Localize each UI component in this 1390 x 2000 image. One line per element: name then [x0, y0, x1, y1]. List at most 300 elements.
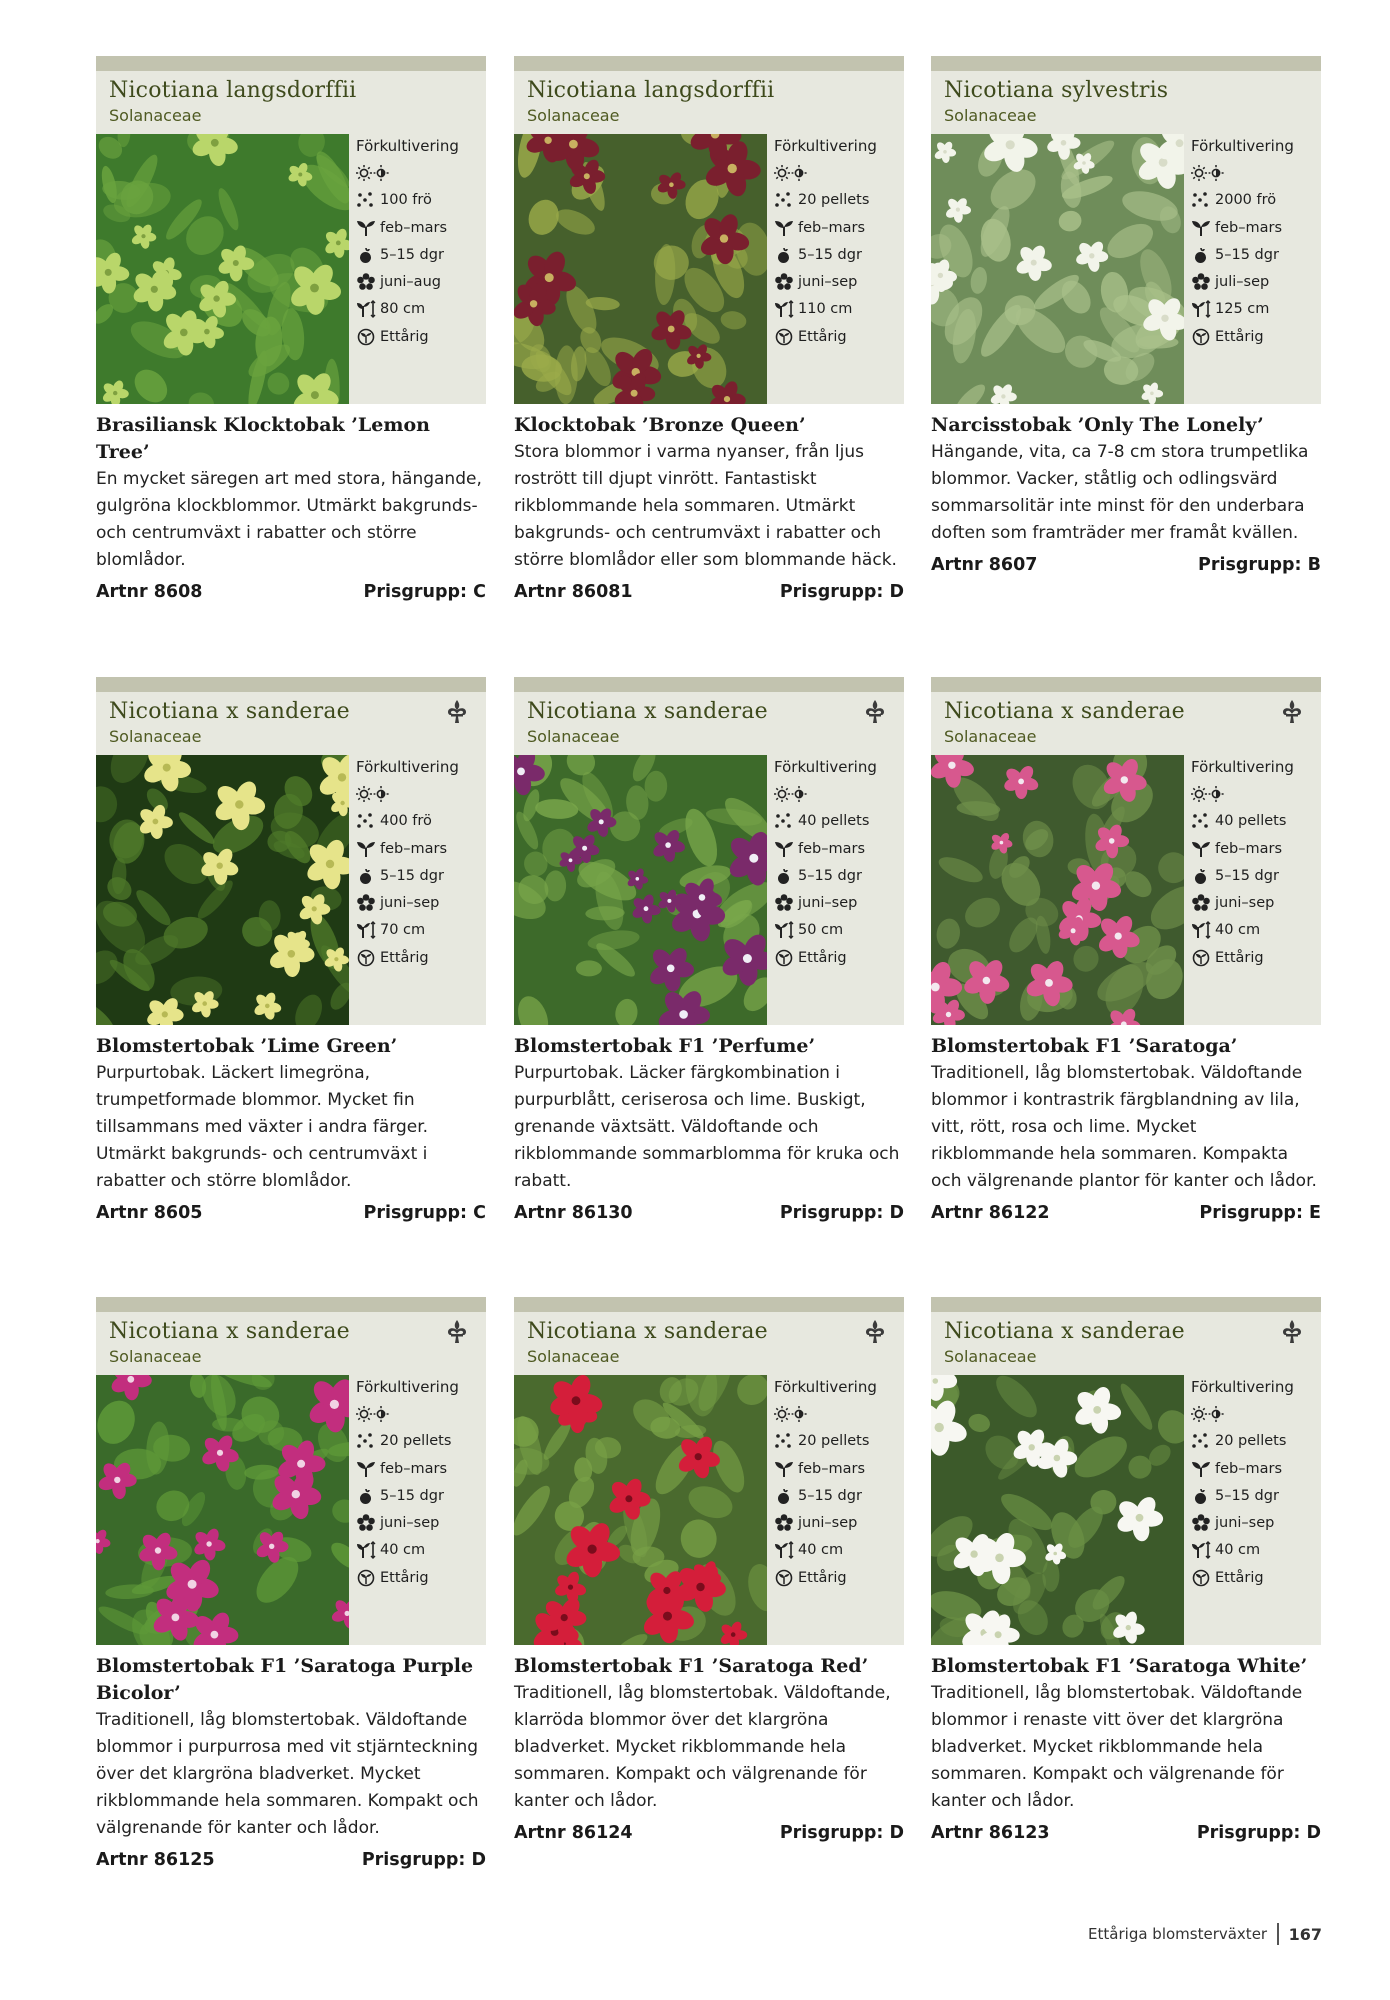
sprout-icon [1191, 219, 1211, 237]
fact-bloom [1191, 889, 1319, 916]
product-title: Blomstertobak ’Lime Green’ [96, 1035, 398, 1057]
germination-days: 5–15 dgr [380, 1487, 444, 1504]
seed-count: 400 frö [380, 813, 432, 830]
fact-preculture [774, 753, 902, 780]
header-bar [96, 677, 486, 692]
flower-icon [1191, 273, 1211, 291]
fact-bloom [1191, 1509, 1319, 1536]
fact-bloom [1191, 268, 1319, 295]
seed-count: 2000 frö [1215, 192, 1277, 209]
seed-count: 100 frö [380, 192, 432, 209]
fact-sowing [356, 1455, 484, 1482]
plant-photo [931, 134, 1184, 404]
germination-days: 5–15 dgr [798, 867, 862, 884]
fact-seeds [356, 808, 484, 835]
price-group: Prisgrupp: E [1199, 1203, 1321, 1223]
preculture-label: Förkultivering [356, 757, 459, 776]
article-number: Artnr 86124 [514, 1823, 633, 1843]
product-title: Blomstertobak F1 ’Saratoga’ [931, 1035, 1238, 1057]
seeds-icon [356, 812, 376, 830]
fact-bloom [774, 889, 902, 916]
product-card [514, 677, 904, 1223]
product-description: Traditionell, låg blomstertobak. Väldoftande blommor i kontrastrik färgblandning av lila, vitt, rött, rosa och lime. Mycket rikblommande hela sommaren. Kompakta och välgrenande plantor för kanter och lådor. [931, 1063, 1317, 1191]
preculture-label: Förkultivering [1191, 1377, 1294, 1396]
growing-facts [1191, 132, 1319, 350]
fact-preculture [774, 132, 902, 159]
fact-height [774, 917, 902, 944]
fact-lifecycle [1191, 323, 1319, 350]
seed-germination-icon [1191, 1487, 1211, 1505]
fact-sowing [774, 1455, 902, 1482]
fact-sowing [1191, 214, 1319, 241]
sun-halfshade-icon [1191, 164, 1225, 182]
plant-height-icon [356, 1541, 376, 1559]
fact-sowing [1191, 835, 1319, 862]
product-card [96, 1297, 486, 1870]
germination-days: 5–15 dgr [798, 1487, 862, 1504]
seed-count: 20 pellets [798, 1433, 870, 1450]
fact-preculture [1191, 132, 1319, 159]
page-number: 167 [1288, 1924, 1322, 1944]
seed-count: 20 pellets [798, 192, 870, 209]
fact-height [356, 296, 484, 323]
fleur-de-lis-icon [864, 699, 886, 725]
fact-sun [356, 780, 484, 807]
product-description: En mycket säregen art med stora, hängande, gulgröna klockblommor. Utmärkt bakgrunds- och centrumväxt i rabatter och större blomlådor. [96, 469, 482, 570]
plant-family: Solanaceae [527, 1347, 620, 1366]
product-meta [514, 582, 904, 602]
flower-icon [774, 273, 794, 291]
growing-facts [356, 132, 484, 350]
seed-count: 40 pellets [1215, 813, 1287, 830]
fact-germination [774, 241, 902, 268]
latin-name: Nicotiana sylvestris [944, 78, 1169, 103]
fact-preculture [356, 753, 484, 780]
fact-bloom [356, 1509, 484, 1536]
flower-icon [356, 273, 376, 291]
sowing-period: feb–mars [1215, 840, 1283, 857]
bloom-period: juni–sep [798, 895, 858, 912]
price-group: Prisgrupp: B [1198, 555, 1321, 575]
sun-halfshade-icon [356, 785, 390, 803]
product-card [514, 1297, 904, 1843]
seed-germination-icon [1191, 246, 1211, 264]
flower-icon [1191, 894, 1211, 912]
bloom-period: juni–sep [798, 274, 858, 291]
fleur-de-lis-icon [864, 1319, 886, 1345]
preculture-label: Förkultivering [356, 1377, 459, 1396]
life-cycle: Ettårig [1215, 1569, 1264, 1586]
fact-seeds [356, 1428, 484, 1455]
article-number: Artnr 86122 [931, 1203, 1050, 1223]
plant-height: 70 cm [380, 922, 426, 939]
germination-days: 5–15 dgr [1215, 1487, 1279, 1504]
fact-seeds [1191, 187, 1319, 214]
fact-height [1191, 917, 1319, 944]
fact-seeds [774, 187, 902, 214]
plant-photo [514, 755, 767, 1025]
fact-seeds [356, 187, 484, 214]
plant-photo [514, 134, 767, 404]
flower-icon [774, 1514, 794, 1532]
life-cycle: Ettårig [380, 328, 429, 345]
fact-preculture [1191, 1373, 1319, 1400]
fact-preculture [774, 1373, 902, 1400]
growing-facts [356, 753, 484, 971]
price-group: Prisgrupp: C [363, 582, 486, 602]
product-meta [96, 1203, 486, 1223]
sprout-icon [774, 840, 794, 858]
germination-days: 5–15 dgr [798, 246, 862, 263]
seed-germination-icon [356, 246, 376, 264]
growing-facts [774, 753, 902, 971]
fact-height [774, 296, 902, 323]
article-number: Artnr 8607 [931, 555, 1038, 575]
plant-photo [96, 134, 349, 404]
fact-bloom [356, 268, 484, 295]
section-name: Ettåriga blomsterväxter [1088, 1925, 1268, 1943]
latin-name: Nicotiana x sanderae [527, 699, 768, 724]
fact-sun [774, 1400, 902, 1427]
fact-bloom [774, 1509, 902, 1536]
price-group: Prisgrupp: D [779, 582, 904, 602]
plant-height-icon [774, 1541, 794, 1559]
fact-height [774, 1537, 902, 1564]
plant-height: 40 cm [798, 1542, 844, 1559]
fact-seeds [1191, 808, 1319, 835]
seeds-icon [1191, 812, 1211, 830]
fact-sun [774, 159, 902, 186]
fact-lifecycle [356, 323, 484, 350]
fact-seeds [774, 1428, 902, 1455]
header-bar [931, 56, 1321, 71]
germination-days: 5–15 dgr [380, 867, 444, 884]
product-description: Traditionell, låg blomstertobak. Väldoftande blommor i renaste vitt över det klargröna bladverket. Mycket rikblommande hela sommaren. Kompakt och välgrenande för kanter och lådor. [931, 1683, 1303, 1811]
price-group: Prisgrupp: D [779, 1823, 904, 1843]
price-group: Prisgrupp: D [779, 1203, 904, 1223]
fact-lifecycle [1191, 1564, 1319, 1591]
header-bar [96, 1297, 486, 1312]
fact-sowing [774, 214, 902, 241]
fact-lifecycle [1191, 944, 1319, 971]
annual-cycle-icon [774, 1569, 794, 1587]
seeds-icon [774, 191, 794, 209]
sowing-period: feb–mars [380, 1460, 448, 1477]
life-cycle: Ettårig [1215, 328, 1264, 345]
fact-germination [774, 1482, 902, 1509]
fact-sowing [356, 214, 484, 241]
fact-bloom [774, 268, 902, 295]
fact-bloom [356, 889, 484, 916]
sprout-icon [356, 219, 376, 237]
fact-sun [774, 780, 902, 807]
price-group: Prisgrupp: C [363, 1203, 486, 1223]
fact-seeds [774, 808, 902, 835]
germination-days: 5–15 dgr [380, 246, 444, 263]
sowing-period: feb–mars [798, 219, 866, 236]
sprout-icon [774, 219, 794, 237]
product-card [96, 56, 486, 602]
product-meta [96, 1850, 486, 1870]
plant-family: Solanaceae [109, 1347, 202, 1366]
article-number: Artnr 86123 [931, 1823, 1050, 1843]
fleur-de-lis-icon [446, 699, 468, 725]
preculture-label: Förkultivering [774, 136, 877, 155]
plant-photo [96, 1375, 349, 1645]
plant-height: 110 cm [798, 301, 853, 318]
annual-cycle-icon [356, 1569, 376, 1587]
flower-icon [1191, 1514, 1211, 1532]
plant-info-panel [931, 56, 1321, 404]
sun-halfshade-icon [774, 1405, 808, 1423]
fact-sun [356, 159, 484, 186]
plant-photo [96, 755, 349, 1025]
seeds-icon [774, 812, 794, 830]
fact-lifecycle [774, 1564, 902, 1591]
plant-info-panel [514, 56, 904, 404]
life-cycle: Ettårig [380, 1569, 429, 1586]
latin-name: Nicotiana x sanderae [944, 1319, 1185, 1344]
plant-info-panel [514, 677, 904, 1025]
fact-height [356, 917, 484, 944]
fact-sowing [1191, 1455, 1319, 1482]
article-number: Artnr 8605 [96, 1203, 203, 1223]
product-title: Brasiliansk Klocktobak ’Lemon Tree’ [96, 414, 430, 463]
fact-preculture [356, 132, 484, 159]
fact-germination [1191, 862, 1319, 889]
product-meta [514, 1823, 904, 1843]
product-title: Blomstertobak F1 ’Perfume’ [514, 1035, 816, 1057]
plant-family: Solanaceae [527, 727, 620, 746]
product-title: Klocktobak ’Bronze Queen’ [514, 414, 806, 436]
seed-germination-icon [774, 867, 794, 885]
sprout-icon [774, 1460, 794, 1478]
fact-germination [774, 862, 902, 889]
fleur-de-lis-icon [1281, 699, 1303, 725]
plant-info-panel [96, 677, 486, 1025]
plant-height: 40 cm [1215, 922, 1261, 939]
fact-germination [356, 241, 484, 268]
product-description: Hängande, vita, ca 7-8 cm stora trumpetlika blommor. Vacker, ståtlig och odlingsvärd sommarsolitär inte minst för den underbara doften som framträder mer framåt kvällen. [931, 442, 1309, 543]
page-footer [1088, 1923, 1322, 1945]
preculture-label: Förkultivering [774, 757, 877, 776]
flower-icon [774, 894, 794, 912]
product-meta [514, 1203, 904, 1223]
life-cycle: Ettårig [798, 328, 847, 345]
flower-icon [356, 894, 376, 912]
seed-germination-icon [774, 246, 794, 264]
plant-height-icon [356, 921, 376, 939]
plant-height: 50 cm [798, 922, 844, 939]
plant-height-icon [774, 921, 794, 939]
sowing-period: feb–mars [798, 1460, 866, 1477]
sun-halfshade-icon [774, 785, 808, 803]
latin-name: Nicotiana x sanderae [527, 1319, 768, 1344]
plant-height-icon [356, 300, 376, 318]
seeds-icon [1191, 1432, 1211, 1450]
germination-days: 5–15 dgr [1215, 867, 1279, 884]
growing-facts [356, 1373, 484, 1591]
latin-name: Nicotiana langsdorffii [109, 78, 357, 103]
plant-height-icon [1191, 921, 1211, 939]
flower-icon [356, 1514, 376, 1532]
header-bar [514, 56, 904, 71]
annual-cycle-icon [774, 949, 794, 967]
header-bar [514, 677, 904, 692]
fact-preculture [1191, 753, 1319, 780]
article-number: Artnr 8608 [96, 582, 203, 602]
growing-facts [774, 1373, 902, 1591]
annual-cycle-icon [774, 328, 794, 346]
fact-sun [1191, 780, 1319, 807]
fleur-de-lis-icon [446, 1319, 468, 1345]
preculture-label: Förkultivering [356, 136, 459, 155]
plant-info-panel [96, 56, 486, 404]
growing-facts [1191, 753, 1319, 971]
fact-lifecycle [774, 944, 902, 971]
product-description: Stora blommor i varma nyanser, från ljus rostrött till djupt vinrött. Fantastiskt rikblommande hela sommaren. Utmärkt bakgrunds- och centrumväxt i rabatter och större blomlådor eller som blommande häck. [514, 442, 897, 570]
seed-germination-icon [356, 1487, 376, 1505]
sun-halfshade-icon [1191, 785, 1225, 803]
annual-cycle-icon [1191, 1569, 1211, 1587]
seed-count: 20 pellets [380, 1433, 452, 1450]
growing-facts [1191, 1373, 1319, 1591]
fact-sun [356, 1400, 484, 1427]
plant-family: Solanaceae [109, 106, 202, 125]
sowing-period: feb–mars [380, 840, 448, 857]
product-description: Purpurtobak. Läckert limegröna, trumpetformade blommor. Mycket fin tillsammans med växter i andra färger. Utmärkt bakgrunds- och centrumväxt i rabatter och större blomlådor. [96, 1063, 429, 1191]
plant-height: 125 cm [1215, 301, 1270, 318]
preculture-label: Förkultivering [1191, 757, 1294, 776]
product-title: Narcisstobak ’Only The Lonely’ [931, 414, 1264, 436]
seeds-icon [356, 191, 376, 209]
plant-info-panel [514, 1297, 904, 1645]
article-number: Artnr 86130 [514, 1203, 633, 1223]
header-bar [514, 1297, 904, 1312]
seeds-icon [1191, 191, 1211, 209]
plant-photo [931, 755, 1184, 1025]
product-meta [931, 555, 1321, 575]
plant-info-panel [96, 1297, 486, 1645]
seeds-icon [356, 1432, 376, 1450]
seed-count: 20 pellets [1215, 1433, 1287, 1450]
fleur-de-lis-icon [1281, 1319, 1303, 1345]
fact-lifecycle [356, 944, 484, 971]
bloom-period: juni–aug [380, 274, 441, 291]
seed-germination-icon [774, 1487, 794, 1505]
germination-days: 5–15 dgr [1215, 246, 1279, 263]
preculture-label: Förkultivering [774, 1377, 877, 1396]
fact-height [356, 1537, 484, 1564]
sowing-period: feb–mars [1215, 219, 1283, 236]
product-description: Purpurtobak. Läcker färgkombination i purpurblått, ceriserosa och lime. Buskigt, grenande växtsätt. Väldoftande och rikblommande sommarblomma för kruka och rabatt. [514, 1063, 900, 1191]
bloom-period: juni–sep [798, 1515, 858, 1532]
price-group: Prisgrupp: D [361, 1850, 486, 1870]
plant-height-icon [1191, 1541, 1211, 1559]
seed-germination-icon [356, 867, 376, 885]
product-meta [931, 1203, 1321, 1223]
product-card [931, 1297, 1321, 1843]
life-cycle: Ettårig [1215, 949, 1264, 966]
sprout-icon [356, 1460, 376, 1478]
sun-halfshade-icon [774, 164, 808, 182]
plant-photo [514, 1375, 767, 1645]
sun-halfshade-icon [356, 164, 390, 182]
plant-photo [931, 1375, 1184, 1645]
plant-height: 80 cm [380, 301, 426, 318]
life-cycle: Ettårig [798, 1569, 847, 1586]
plant-height-icon [1191, 300, 1211, 318]
fact-sowing [356, 835, 484, 862]
plant-family: Solanaceae [527, 106, 620, 125]
product-description: Traditionell, låg blomstertobak. Väldoftande, klarröda blommor över det klargröna bladverket. Mycket rikblommande hela sommaren. Kompakt och välgrenande för kanter och lådor. [514, 1683, 891, 1811]
seed-count: 40 pellets [798, 813, 870, 830]
footer-divider [1277, 1923, 1279, 1945]
fact-germination [356, 1482, 484, 1509]
fact-height [1191, 296, 1319, 323]
fact-height [1191, 1537, 1319, 1564]
header-bar [931, 677, 1321, 692]
latin-name: Nicotiana x sanderae [109, 1319, 350, 1344]
bloom-period: juni–sep [380, 1515, 440, 1532]
fact-sowing [774, 835, 902, 862]
preculture-label: Förkultivering [1191, 136, 1294, 155]
sun-halfshade-icon [356, 1405, 390, 1423]
fact-lifecycle [356, 1564, 484, 1591]
annual-cycle-icon [1191, 949, 1211, 967]
fact-germination [1191, 1482, 1319, 1509]
fact-lifecycle [774, 323, 902, 350]
bloom-period: juni–sep [1215, 895, 1275, 912]
sowing-period: feb–mars [1215, 1460, 1283, 1477]
product-title: Blomstertobak F1 ’Saratoga Red’ [514, 1655, 869, 1677]
plant-family: Solanaceae [944, 727, 1037, 746]
fact-sun [1191, 1400, 1319, 1427]
product-description: Traditionell, låg blomstertobak. Väldoftande blommor i purpurrosa med vit stjärnteckning över det klargröna bladverket. Mycket rikblommande hela sommaren. Kompakt och välgrenande för kanter och lådor. [96, 1710, 479, 1838]
seeds-icon [774, 1432, 794, 1450]
plant-info-panel [931, 1297, 1321, 1645]
latin-name: Nicotiana langsdorffii [527, 78, 775, 103]
plant-height: 40 cm [380, 1542, 426, 1559]
product-card [931, 56, 1321, 575]
latin-name: Nicotiana x sanderae [944, 699, 1185, 724]
fact-seeds [1191, 1428, 1319, 1455]
product-card [96, 677, 486, 1223]
product-card [514, 56, 904, 602]
article-number: Artnr 86081 [514, 582, 633, 602]
fact-germination [356, 862, 484, 889]
header-bar [931, 1297, 1321, 1312]
plant-family: Solanaceae [944, 1347, 1037, 1366]
sowing-period: feb–mars [798, 840, 866, 857]
sprout-icon [1191, 1460, 1211, 1478]
product-title: Blomstertobak F1 ’Saratoga White’ [931, 1655, 1308, 1677]
product-card [931, 677, 1321, 1223]
sprout-icon [1191, 840, 1211, 858]
plant-info-panel [931, 677, 1321, 1025]
life-cycle: Ettårig [380, 949, 429, 966]
bloom-period: juli–sep [1215, 274, 1270, 291]
fact-germination [1191, 241, 1319, 268]
life-cycle: Ettårig [798, 949, 847, 966]
annual-cycle-icon [1191, 328, 1211, 346]
sowing-period: feb–mars [380, 219, 448, 236]
header-bar [96, 56, 486, 71]
product-title: Blomstertobak F1 ’Saratoga Purple Bicolor’ [96, 1655, 474, 1704]
growing-facts [774, 132, 902, 350]
plant-height-icon [774, 300, 794, 318]
fact-sun [1191, 159, 1319, 186]
